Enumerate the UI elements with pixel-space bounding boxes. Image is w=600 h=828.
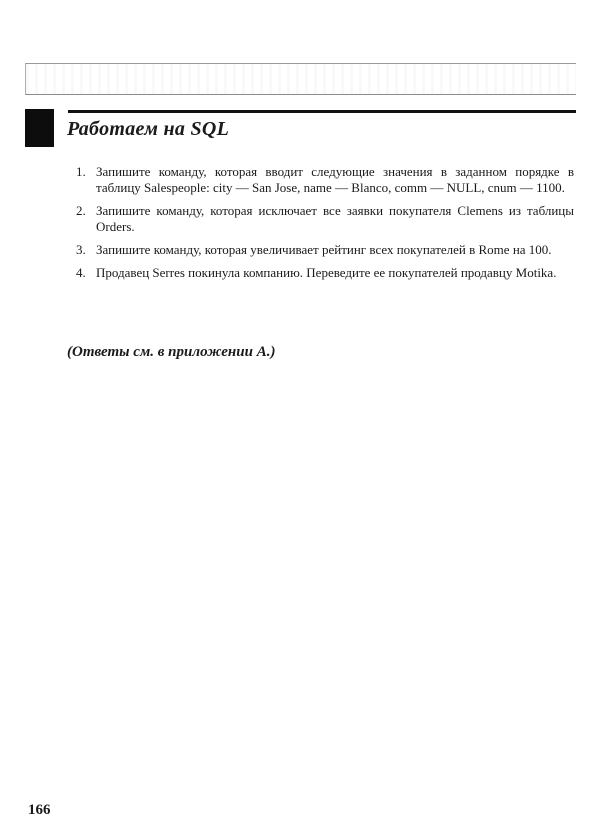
exercise-item: [76, 265, 574, 281]
exercise-number: 2.: [76, 203, 86, 218]
exercise-item: [76, 203, 574, 235]
exercise-number: 4.: [76, 265, 86, 280]
page-number: 166: [28, 802, 51, 818]
exercise-text: Запишите команду, которая исключает все заявки покупателя Clemens из таблицы Orders.: [96, 203, 574, 234]
exercise-number: 1.: [76, 164, 86, 179]
exercise-text: Запишите команду, которая вводит следующие значения в заданном порядке в таблицу Salespeople: city — San Jose, name — Blanco, comm — NULL, cnum — 1100.: [96, 164, 574, 195]
exercise-item: [76, 242, 574, 258]
exercise-text: Запишите команду, которая увеличивает рейтинг всех покупателей в Rome на 100.: [96, 242, 552, 257]
exercise-text: Продавец Serres покинула компанию. Переведите ее покупателей продавцу Motika.: [96, 265, 557, 280]
section-title: Работаем на SQL: [67, 118, 230, 140]
answers-reference-note: (Ответы см. в приложении А.): [67, 344, 276, 360]
exercise-list: [76, 164, 574, 288]
section-divider-rule: [68, 110, 576, 113]
section-marker-square: [25, 109, 54, 147]
exercise-number: 3.: [76, 242, 86, 257]
exercise-item: [76, 164, 574, 196]
running-header-box: [25, 63, 576, 95]
